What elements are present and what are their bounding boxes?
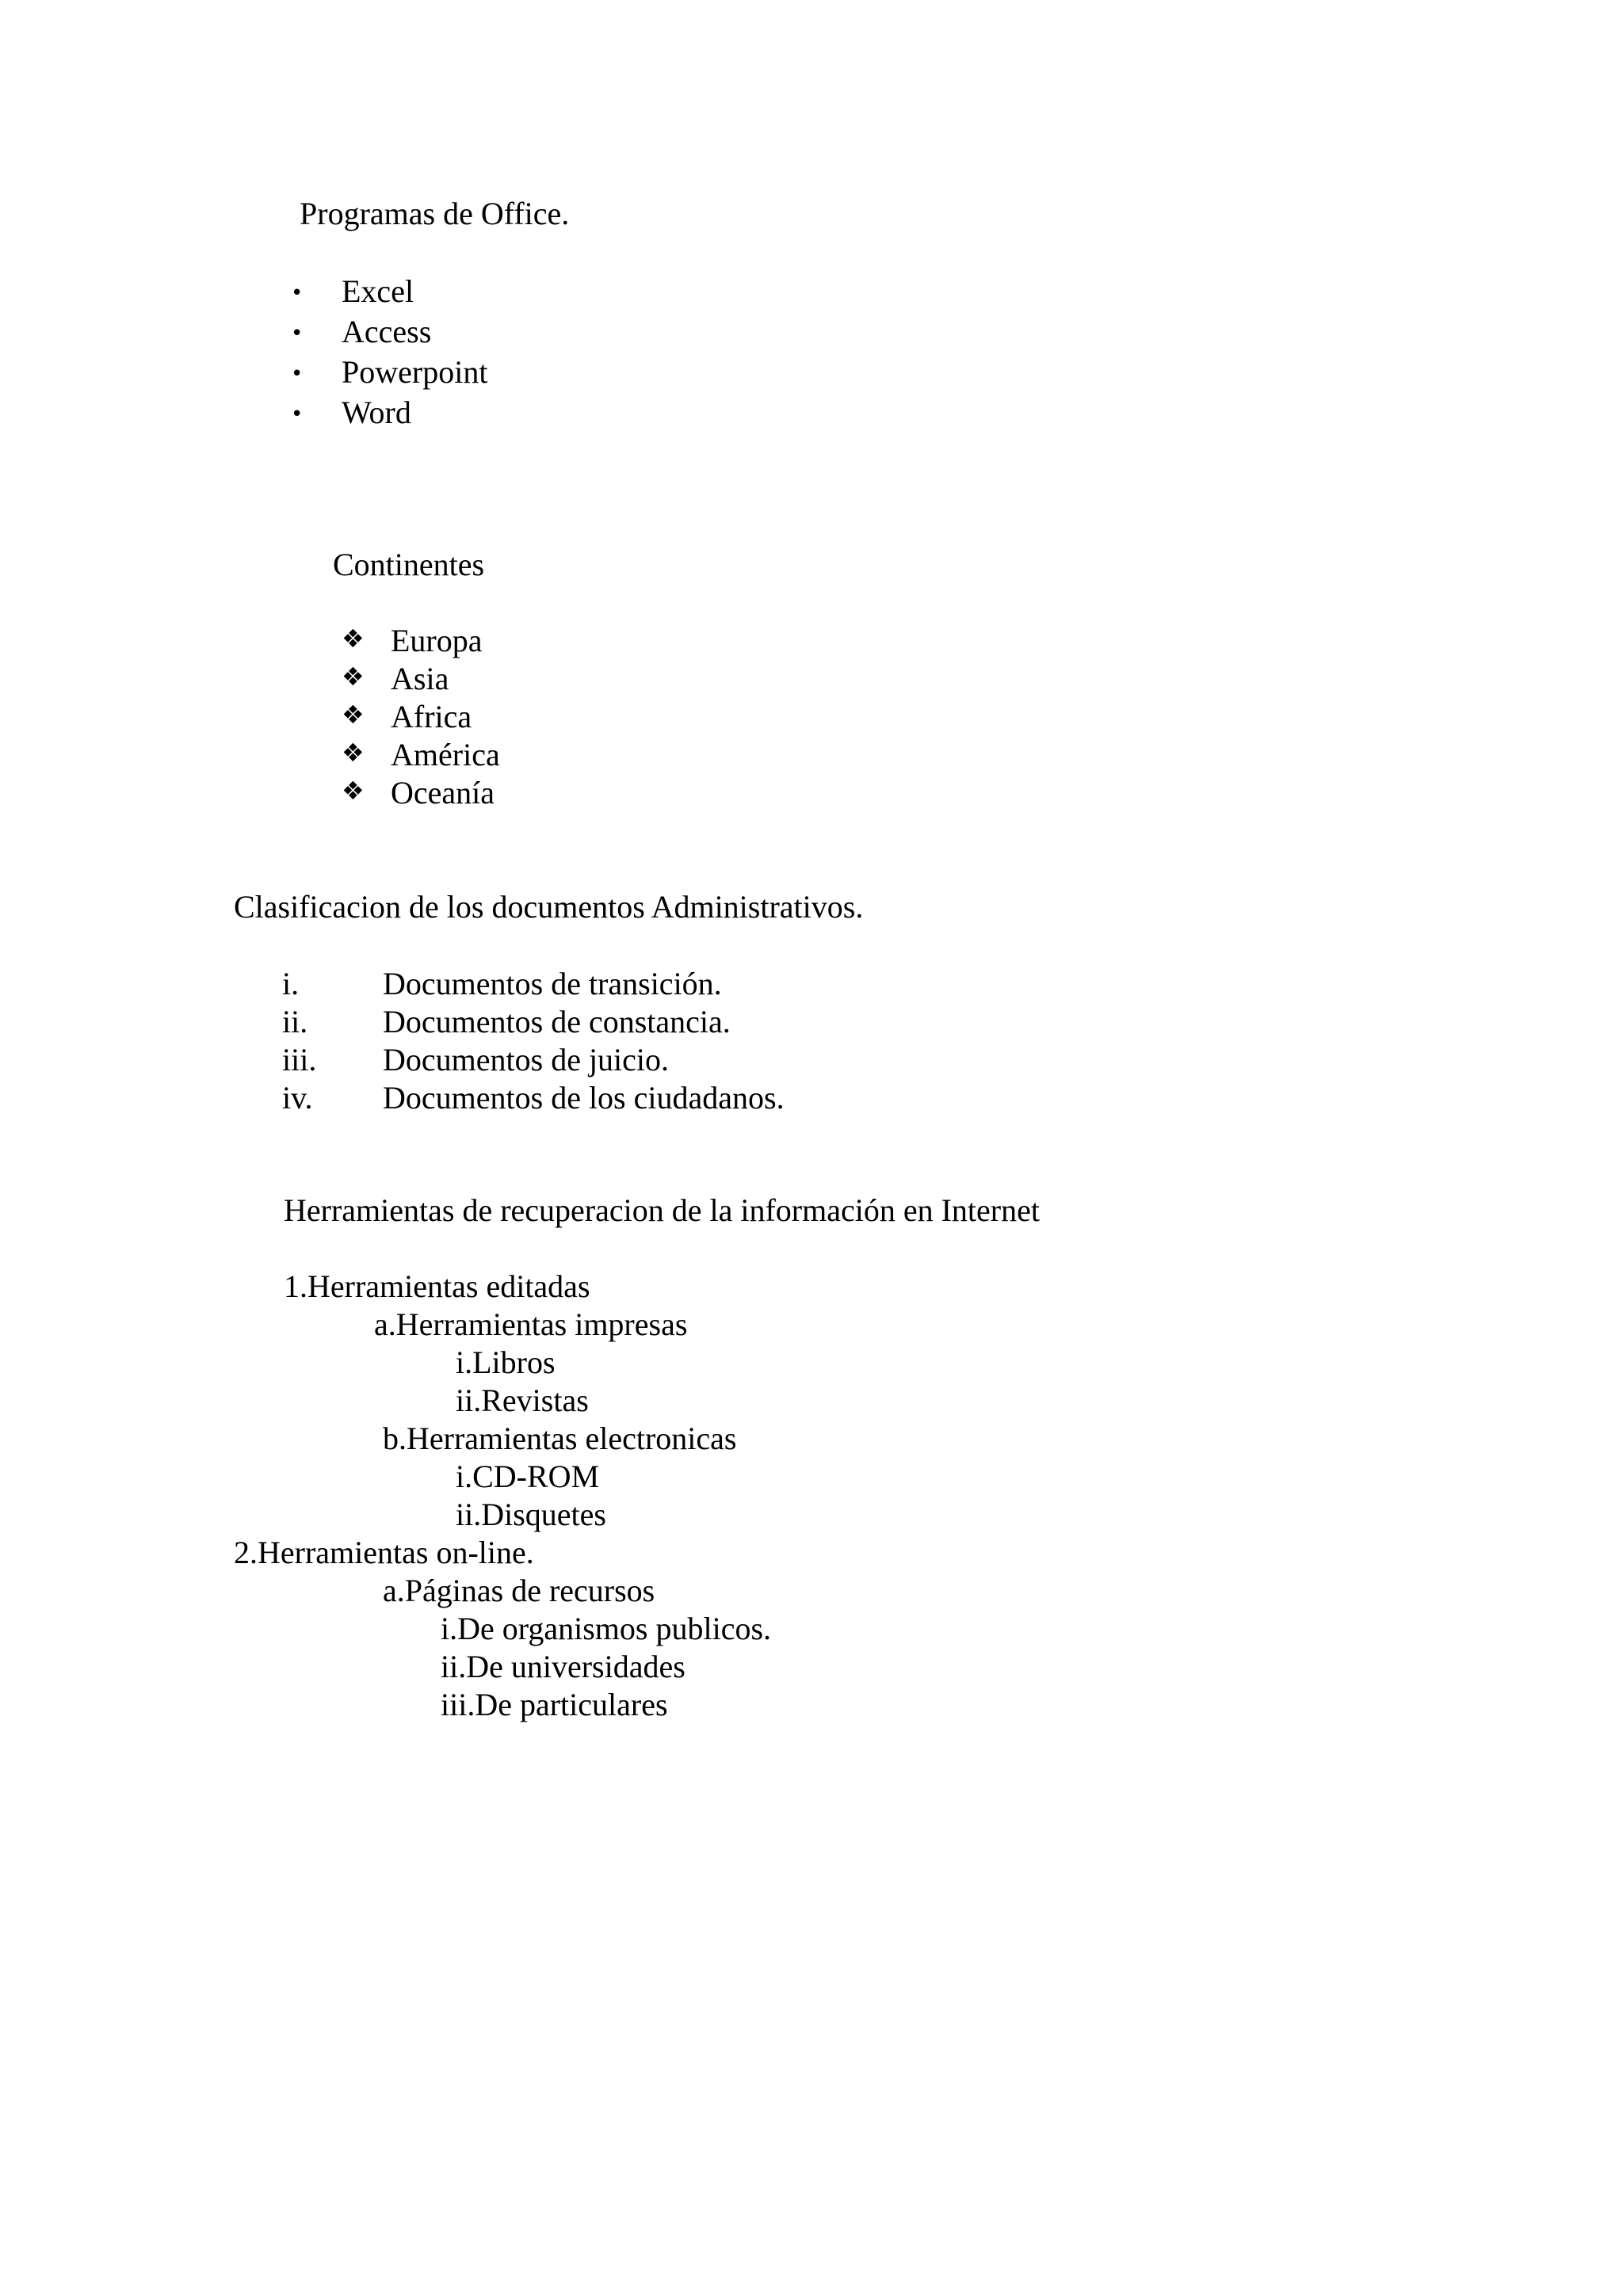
office-item-access: Access — [342, 314, 432, 349]
admin-docs-item: Documentos de juicio. — [383, 1042, 670, 1077]
tools-line: i.CD-ROM — [456, 1459, 600, 1494]
tools-line: i.De organismos publicos. — [441, 1611, 772, 1646]
tools-title: Herramientas de recuperacion de la información en Internet — [284, 1192, 1040, 1228]
diamond-bullet-icon: ❖ — [342, 700, 365, 730]
admin-docs-item: Documentos de los ciudadanos. — [383, 1080, 785, 1116]
admin-docs-marker: iii. — [282, 1042, 317, 1077]
continent-item-asia: Asia — [391, 661, 449, 696]
bullet-icon: • — [291, 362, 304, 386]
tools-line: 2.Herramientas on-line. — [234, 1535, 534, 1570]
tools-line: i.Libros — [456, 1344, 556, 1380]
admin-docs-marker: i. — [282, 966, 300, 1001]
admin-docs-marker: iv. — [282, 1080, 313, 1116]
bullet-icon: • — [291, 281, 304, 305]
admin-docs-item: Documentos de transición. — [383, 966, 722, 1001]
continent-item-oceania: Oceanía — [391, 775, 495, 810]
tools-line: ii.De universidades — [441, 1649, 685, 1684]
diamond-bullet-icon: ❖ — [342, 624, 365, 654]
continent-item-america: América — [391, 737, 500, 772]
tools-line: 1.Herramientas editadas — [284, 1268, 590, 1304]
tools-line: iii.De particulares — [441, 1687, 668, 1722]
office-item-excel: Excel — [342, 273, 414, 309]
tools-line: ii.Revistas — [456, 1383, 589, 1418]
diamond-bullet-icon: ❖ — [342, 776, 365, 806]
tools-line: a.Herramientas impresas — [374, 1306, 688, 1342]
office-item-word: Word — [342, 395, 411, 430]
office-title: Programas de Office. — [300, 196, 570, 231]
tools-line: a.Páginas de recursos — [383, 1573, 655, 1608]
office-item-powerpoint: Powerpoint — [342, 354, 488, 390]
diamond-bullet-icon: ❖ — [342, 662, 365, 692]
continent-item-europa: Europa — [391, 623, 483, 658]
bullet-icon: • — [291, 322, 304, 345]
continents-title: Continentes — [333, 547, 485, 582]
diamond-bullet-icon: ❖ — [342, 738, 365, 768]
admin-docs-item: Documentos de constancia. — [383, 1004, 731, 1039]
continent-item-africa: Africa — [391, 699, 472, 734]
admin-docs-title: Clasificacion de los documentos Administrativos. — [234, 889, 864, 925]
tools-line: ii.Disquetes — [456, 1497, 606, 1532]
tools-line: b.Herramientas electronicas — [383, 1421, 737, 1456]
admin-docs-marker: ii. — [282, 1004, 308, 1039]
bullet-icon: • — [291, 402, 304, 426]
